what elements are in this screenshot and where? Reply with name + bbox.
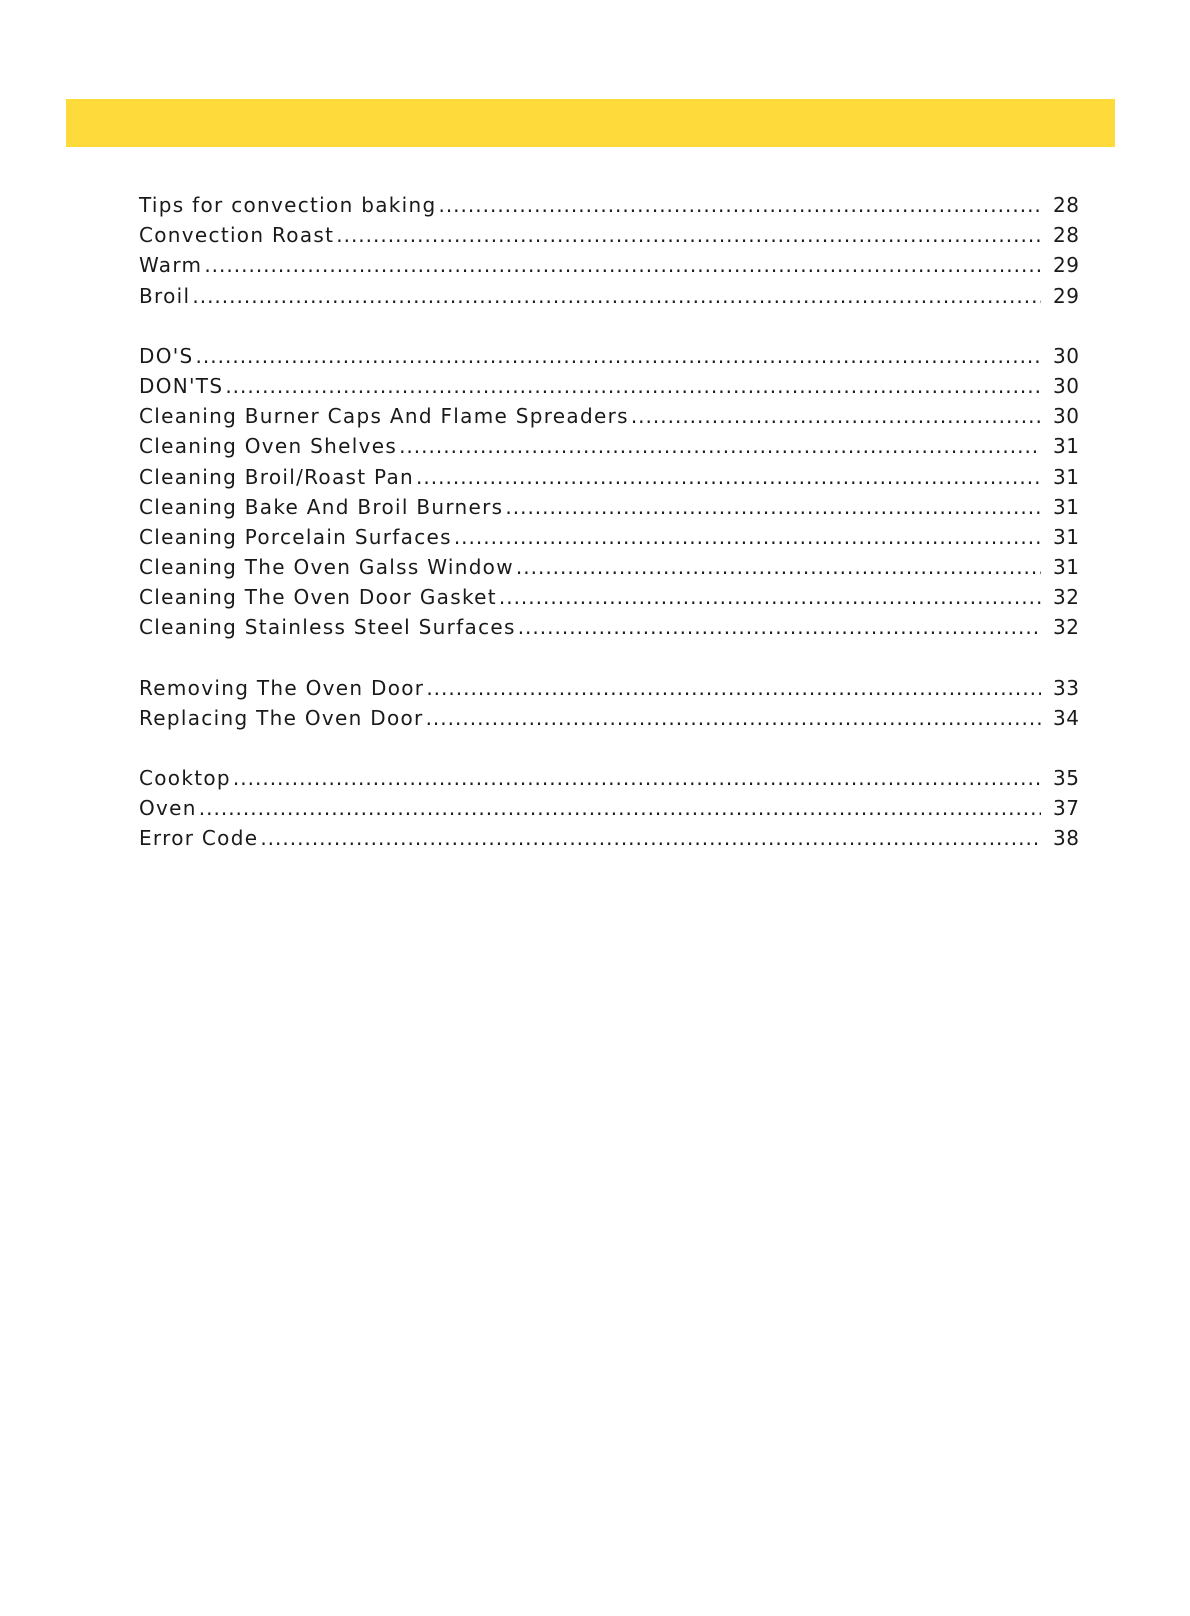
toc-entry-page-number: 30 (1053, 404, 1080, 429)
toc-entry-label: Cleaning Broil/Roast Pan (139, 464, 415, 489)
toc-entry-label: Removing The Oven Door (139, 675, 425, 700)
toc-dot-leader (505, 492, 1041, 522)
toc-dot-leader (196, 341, 1041, 371)
toc-entry[interactable] (139, 220, 1079, 250)
header-banner (66, 99, 1115, 147)
toc-entry-page-number: 29 (1053, 283, 1080, 308)
toc-entry-page-number: 31 (1053, 494, 1080, 519)
toc-entry[interactable] (139, 582, 1079, 612)
toc-entry-label: Oven (139, 796, 197, 821)
toc-dot-leader (499, 582, 1041, 612)
toc-entry[interactable] (139, 250, 1079, 280)
toc-dot-leader (336, 220, 1041, 250)
toc-dot-leader (192, 281, 1041, 311)
toc-entry[interactable] (139, 190, 1079, 220)
toc-entry[interactable] (139, 793, 1079, 823)
toc-entry-label: Cleaning The Oven Door Gasket (139, 585, 497, 610)
toc-entry[interactable] (139, 673, 1079, 703)
toc-entry[interactable] (139, 612, 1079, 642)
toc-dot-leader (438, 190, 1041, 220)
toc-entry-page-number: 33 (1053, 675, 1080, 700)
toc-entry-page-number: 32 (1053, 585, 1080, 610)
toc-group (139, 341, 1079, 643)
toc-dot-leader (233, 763, 1041, 793)
toc-entry[interactable] (139, 462, 1079, 492)
toc-dot-leader (516, 552, 1041, 582)
toc-dot-leader (426, 703, 1041, 733)
toc-entry-label: DON'TS (139, 373, 224, 398)
toc-dot-leader (399, 431, 1041, 461)
toc-entry-label: Cleaning Burner Caps And Flame Spreaders (139, 404, 629, 429)
toc-dot-leader (518, 612, 1041, 642)
toc-entry-label: Cleaning Oven Shelves (139, 434, 398, 459)
toc-entry[interactable] (139, 401, 1079, 431)
toc-group (139, 673, 1079, 733)
toc-entry-label: Cooktop (139, 766, 231, 790)
toc-dot-leader (204, 250, 1041, 280)
toc-entry-label: Replacing The Oven Door (139, 705, 424, 730)
toc-entry-page-number: 34 (1053, 705, 1080, 730)
toc-entry-label: Convection Roast (139, 223, 335, 248)
toc-dot-leader (260, 823, 1041, 853)
toc-entry-label: Cleaning The Oven Galss Window (139, 555, 514, 580)
toc-entry[interactable] (139, 492, 1079, 522)
toc-entry-page-number: 38 (1053, 826, 1080, 851)
toc-entry[interactable] (139, 522, 1079, 552)
toc-dot-leader (225, 371, 1041, 401)
toc-entry-page-number: 31 (1053, 434, 1080, 459)
toc-entry[interactable] (139, 823, 1079, 853)
toc-entry-label: Error Code (139, 826, 259, 851)
toc-entry-label: Warm (139, 253, 203, 278)
toc-entry[interactable] (139, 371, 1079, 401)
toc-entry[interactable] (139, 341, 1079, 371)
toc-entry-page-number: 29 (1053, 253, 1080, 278)
toc-entry-label: Broil (139, 283, 191, 308)
toc-entry-page-number: 37 (1053, 796, 1080, 821)
table-of-contents (139, 190, 1079, 884)
toc-entry[interactable] (139, 763, 1079, 793)
toc-dot-leader (199, 793, 1041, 823)
toc-entry-label: Cleaning Bake And Broil Burners (139, 494, 504, 519)
toc-group (139, 763, 1079, 854)
toc-entry[interactable] (139, 552, 1079, 582)
toc-entry[interactable] (139, 703, 1079, 733)
toc-dot-leader (454, 522, 1041, 552)
toc-entry[interactable] (139, 281, 1079, 311)
toc-dot-leader (416, 462, 1041, 492)
toc-entry-page-number: 32 (1053, 615, 1080, 640)
toc-entry-page-number: 28 (1053, 193, 1080, 217)
toc-entry-page-number: 30 (1053, 373, 1080, 398)
toc-entry-page-number: 28 (1053, 223, 1080, 248)
toc-group (139, 190, 1079, 311)
toc-entry-page-number: 30 (1053, 343, 1080, 368)
toc-entry-label: Tips for convection baking (139, 193, 437, 217)
toc-dot-leader (631, 401, 1041, 431)
toc-entry-label: Cleaning Stainless Steel Surfaces (139, 615, 516, 640)
toc-entry-label: Cleaning Porcelain Surfaces (139, 524, 452, 549)
toc-entry-page-number: 31 (1053, 524, 1080, 549)
toc-entry[interactable] (139, 431, 1079, 461)
toc-entry-page-number: 31 (1053, 464, 1080, 489)
toc-entry-page-number: 31 (1053, 555, 1080, 580)
toc-entry-label: DO'S (139, 343, 194, 368)
toc-dot-leader (426, 673, 1041, 703)
toc-entry-page-number: 35 (1053, 766, 1080, 790)
